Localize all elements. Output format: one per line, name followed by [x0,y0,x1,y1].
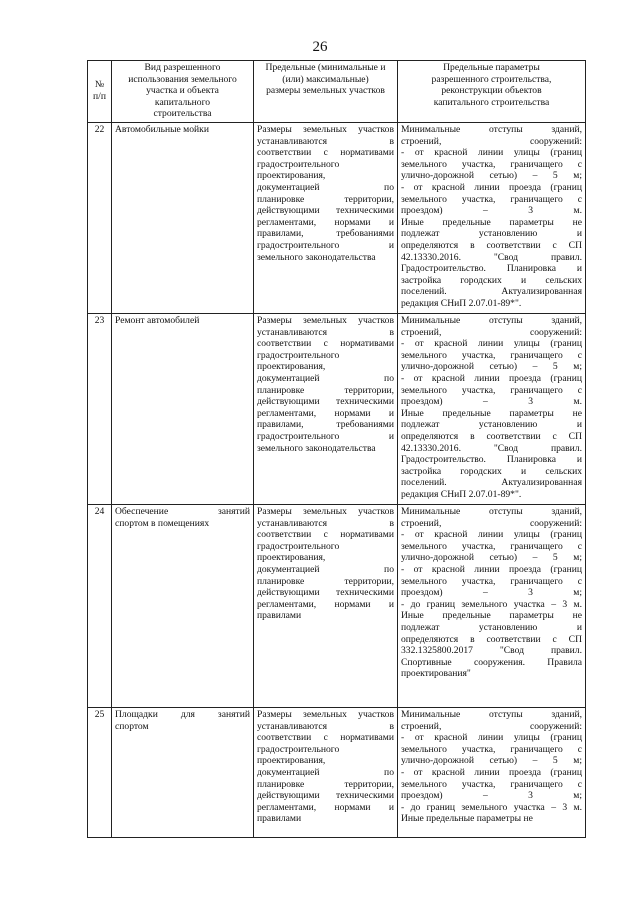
text-line: - от красной линии улицы (границ [401,338,582,350]
text-line: - от красной линии проезда (границ [401,766,582,778]
text-line: земельного законодательства [257,251,376,263]
text-line: устанавливаются в [257,720,394,732]
text-line: Вид разрешенного [144,62,221,73]
text-line: действующими техническими [257,205,394,217]
text-line: устанавливаются в [257,517,394,529]
text-line: устанавливаются в [257,135,394,147]
row-use-type [112,313,254,504]
text-line: капитального строительства [433,96,550,108]
text-line: 42.13330.2016. "Свод правил. [401,251,582,263]
row-number: 25 [88,707,112,837]
text-line: правилами, требованиями [257,419,394,431]
text-line: Площадки для занятий [115,708,250,720]
text-line: Иные предельные параметры не [401,813,533,825]
text-line: действующими техническими [257,790,394,802]
text-line: Минимальные отступы зданий, [401,505,582,517]
text-line: действующими техническими [257,587,394,599]
text-line: капитального [154,96,211,108]
text-line: градостроительного и [257,430,394,442]
text-line: проездом) – 3 м. [401,205,582,217]
text-line: земельного участка, граничащего с [401,349,582,361]
text-line: - от красной линии проезда (границ [401,372,582,384]
header-use-type [112,61,254,123]
text-line: Предельные (минимальные и [265,62,386,73]
text-line: застройка городских и сельских [401,274,582,286]
text-line: правилами, требованиями [257,228,394,240]
text-line: определяются в соответствии с СП [401,239,582,251]
text-line: проектирования, [257,170,326,182]
text-line: Обеспечение занятий [115,505,250,517]
text-line: подлежат установлению и [401,621,582,633]
text-line: № [94,79,105,91]
text-line: проектирования, [257,755,326,767]
text-line: - от красной линии проезда (границ [401,181,582,193]
table-header [88,61,586,123]
text-line: градостроительного [257,349,340,361]
row-use-type [112,707,254,837]
text-line: проездом) – 3 м. [401,396,582,408]
text-line: земельного участка, граничащего с [401,743,582,755]
text-line: (или) максимальные) [282,73,369,85]
row-construction-params [398,122,586,313]
text-line: земельного участка, граничащего с [401,575,582,587]
text-line: земельного участка, граничащего с [401,193,582,205]
text-line: - от красной линии улицы (границ [401,529,582,541]
row-construction-params [398,504,586,707]
page-number: 26 [312,39,328,55]
text-line: определяются в соответствии с СП [401,430,582,442]
text-line: градостроительного и [257,239,394,251]
text-line: улично-дорожной сетью) – 5 м; [401,552,582,564]
text-line: градостроительного [257,743,340,755]
text-line: строений, сооружений: [401,517,582,529]
text-line: соответствии с нормативами [257,529,394,541]
text-line: Иные предельные параметры не [401,610,582,622]
text-line: спортом в помещениях [115,517,210,529]
text-line: - до границ земельного участка – 3 м. [401,598,582,610]
text-line: - от красной линии улицы (границ [401,732,582,744]
text-line: п/п [93,90,106,102]
row-number: 22 [88,122,112,313]
text-line: документацией по [257,181,394,193]
text-line: строений, сооружений: [401,326,582,338]
text-line: земельного участка, граничащего с [401,384,582,396]
table-row [88,122,586,313]
text-line: подлежат установлению и [401,419,582,431]
text-line: застройка городских и сельских [401,465,582,477]
text-line: правилами [257,813,302,825]
text-line: 42.13330.2016. "Свод правил. [401,442,582,454]
text-line: регламентами, нормами и [257,598,394,610]
text-line: земельного участка, граничащего с [401,540,582,552]
regulations-table [87,60,586,838]
text-line: планировке территории, [257,193,394,205]
text-line: определяются в соответствии с СП [401,633,582,645]
text-line: реконструкции объектов [441,85,542,97]
row-plot-size [254,122,398,313]
text-line: подлежат установлению и [401,228,582,240]
text-line: строений, сооружений: [401,720,582,732]
text-line: Автомобильные мойки [115,123,209,135]
text-line: проектирования" [401,668,471,680]
text-line: проездом) – 3 м; [401,790,582,802]
row-use-type [112,504,254,707]
text-line: участка и объекта [146,85,219,97]
text-line: Иные предельные параметры не [401,216,582,228]
text-line: использования земельного [128,73,237,85]
text-line: улично-дорожной сетью) – 5 м; [401,170,582,182]
text-line: земельного участка, граничащего с [401,778,582,790]
row-plot-size [254,707,398,837]
text-line: градостроительного [257,540,340,552]
table-row [88,313,586,504]
text-line: - до границ земельного участка – 3 м. [401,801,582,813]
text-line: строений, сооружений: [401,135,582,147]
table-row [88,707,586,837]
text-line: соответствии с нормативами [257,338,394,350]
row-construction-params [398,707,586,837]
text-line: правилами [257,610,302,622]
row-plot-size [254,313,398,504]
text-line: планировке территории, [257,384,394,396]
text-line: спортом [115,720,149,732]
text-line: документацией по [257,563,394,575]
text-line: проектирования, [257,552,326,564]
text-line: Иные предельные параметры не [401,407,582,419]
text-line: 332.1325800.2017 "Свод правил. [401,645,582,657]
text-line: редакция СНиП 2.07.01-89*". [401,488,522,500]
text-line: Градостроительство. Планировка и [401,263,582,275]
text-line: улично-дорожной сетью) – 5 м; [401,755,582,767]
text-line: разрешенного строительства, [431,73,552,85]
text-line: регламентами, нормами и [257,216,394,228]
text-line: действующими техническими [257,396,394,408]
text-line: Размеры земельных участков [257,505,394,517]
text-line: Размеры земельных участков [257,314,394,326]
header-number [88,61,112,123]
text-line: Предельные параметры [443,62,540,73]
text-line: размеры земельных участков [266,85,385,97]
table-row [88,504,586,707]
header-plot-size [254,61,398,123]
text-line: планировке территории, [257,778,394,790]
text-line: улично-дорожной сетью) – 5 м; [401,361,582,373]
row-plot-size [254,504,398,707]
text-line: - от красной линии улицы (границ [401,147,582,159]
text-line: регламентами, нормами и [257,407,394,419]
text-line: документацией по [257,372,394,384]
text-line: строительства [153,108,212,120]
text-line: проектирования, [257,361,326,373]
text-line: планировке территории, [257,575,394,587]
text-line: земельного законодательства [257,442,376,454]
text-line: Минимальные отступы зданий, [401,708,582,720]
header-construction-params [398,61,586,123]
text-line: Ремонт автомобилей [115,314,200,326]
text-line: земельного участка, граничащего с [401,158,582,170]
text-line: Размеры земельных участков [257,123,394,135]
text-line: регламентами, нормами и [257,801,394,813]
text-line: документацией по [257,766,394,778]
row-number: 23 [88,313,112,504]
text-line: Градостроительство. Планировка и [401,454,582,466]
text-line: устанавливаются в [257,326,394,338]
row-construction-params [398,313,586,504]
text-line: Минимальные отступы зданий, [401,123,582,135]
text-line: проездом) – 3 м; [401,587,582,599]
text-line: соответствии с нормативами [257,147,394,159]
text-line: - от красной линии проезда (границ [401,563,582,575]
text-line: Спортивные сооружения. Правила [401,656,582,668]
row-use-type [112,122,254,313]
text-line: поселений. Актуализированная [401,477,582,489]
row-number: 24 [88,504,112,707]
text-line: Размеры земельных участков [257,708,394,720]
text-line: градостроительного [257,158,340,170]
text-line: редакция СНиП 2.07.01-89*". [401,297,522,309]
text-line: поселений. Актуализированная [401,286,582,298]
text-line: соответствии с нормативами [257,732,394,744]
text-line: Минимальные отступы зданий, [401,314,582,326]
